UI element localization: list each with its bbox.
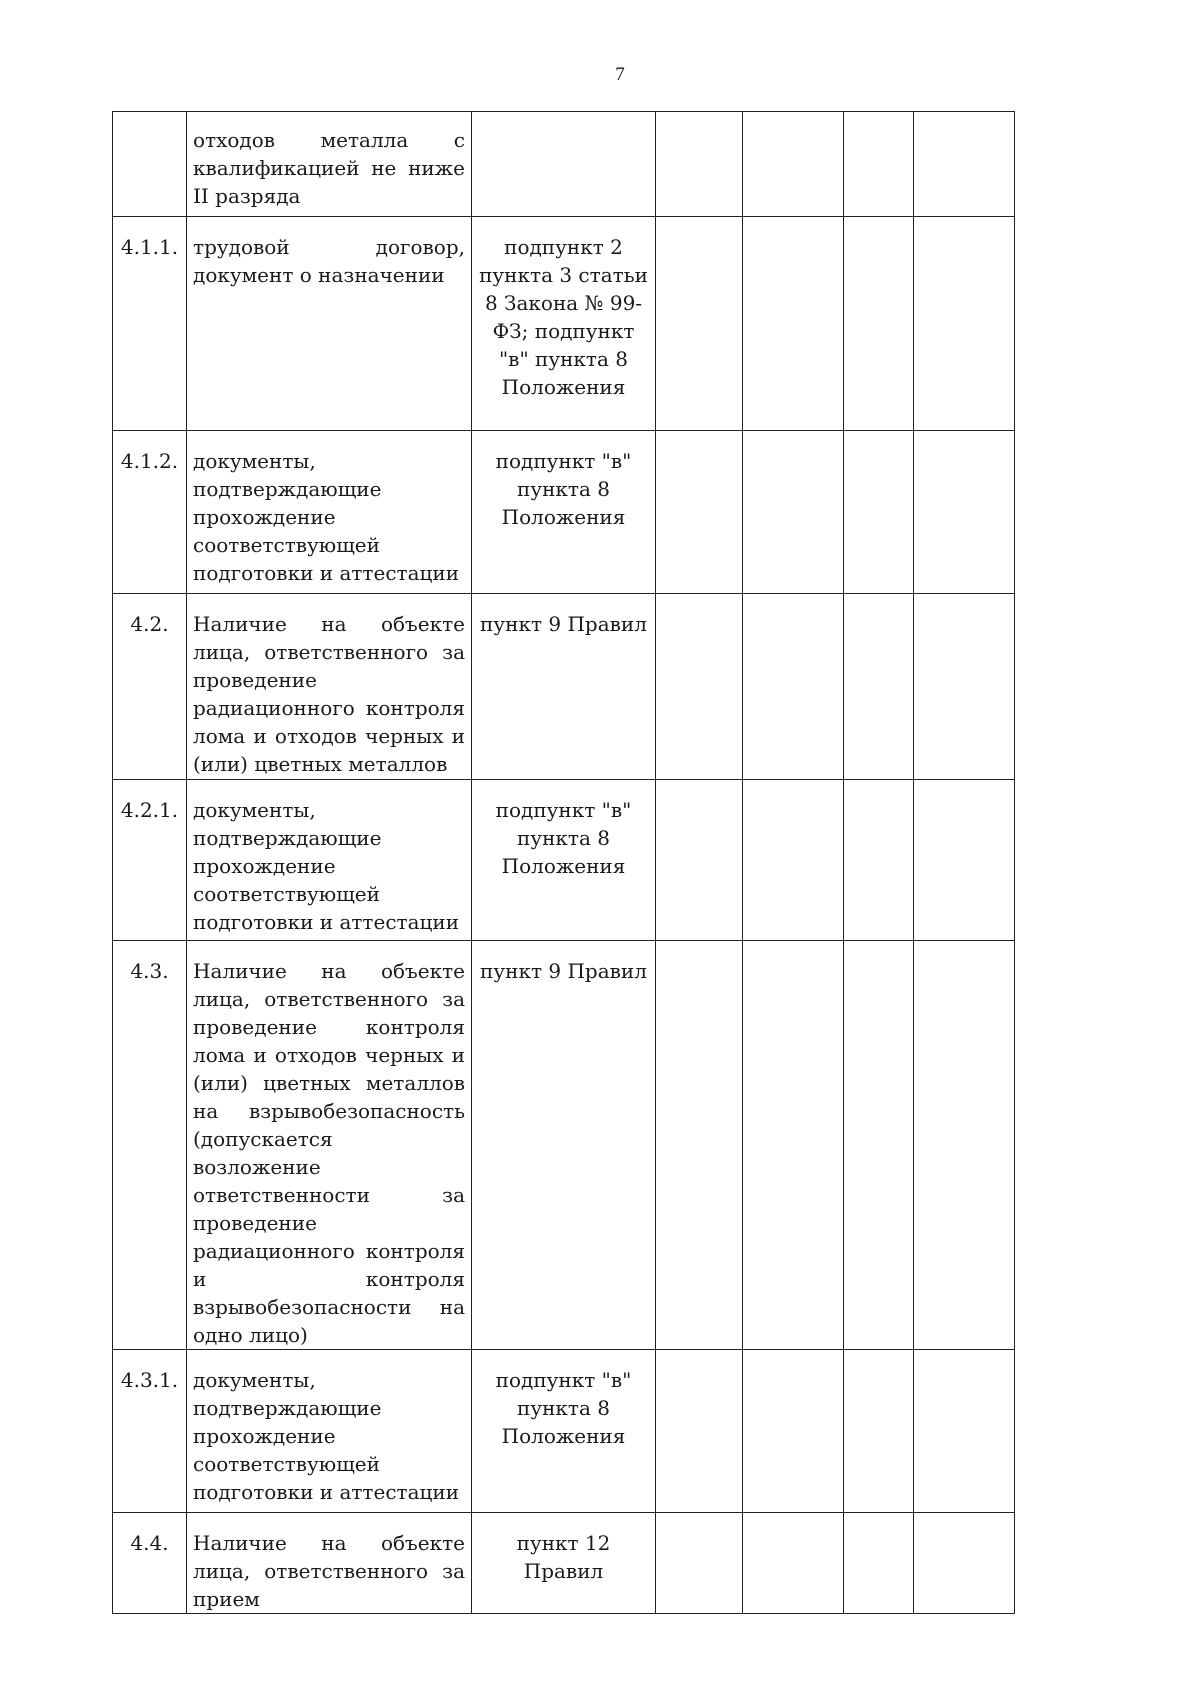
empty-cell bbox=[656, 112, 743, 217]
empty-cell bbox=[844, 217, 914, 431]
item-number: 4.4. bbox=[113, 1513, 187, 1614]
item-number: 4.1.1. bbox=[113, 217, 187, 431]
empty-cell bbox=[656, 594, 743, 780]
table-row bbox=[113, 1513, 1015, 1614]
requirement-text: отходов металла с квалификацией не ниже II разряда bbox=[187, 112, 472, 217]
empty-cell bbox=[914, 112, 1015, 217]
empty-cell bbox=[914, 941, 1015, 1350]
requirement-text: документы, подтверждающие прохождение соответствующей подготовки и аттестации bbox=[187, 780, 472, 941]
empty-cell bbox=[743, 112, 844, 217]
item-number: 4.3. bbox=[113, 941, 187, 1350]
empty-cell bbox=[844, 941, 914, 1350]
requirement-text: Наличие на объекте лица, ответственного за проведение контроля лома и отходов черных и (или) цветных металлов на взрывобезопасность (допускается возложение ответственности за проведение радиационного контроля и контроля взрывобезопасности на одно лицо) bbox=[187, 941, 472, 1350]
legal-reference: пункт 9 Правил bbox=[472, 594, 656, 780]
item-number: 4.3.1. bbox=[113, 1350, 187, 1513]
empty-cell bbox=[844, 780, 914, 941]
item-number: 4.2. bbox=[113, 594, 187, 780]
empty-cell bbox=[743, 431, 844, 594]
page-number: 7 bbox=[615, 64, 625, 85]
empty-cell bbox=[914, 217, 1015, 431]
empty-cell bbox=[844, 594, 914, 780]
item-number: 4.1.2. bbox=[113, 431, 187, 594]
empty-cell bbox=[656, 780, 743, 941]
empty-cell bbox=[743, 1513, 844, 1614]
empty-cell bbox=[743, 594, 844, 780]
requirement-text: документы, подтверждающие прохождение соответствующей подготовки и аттестации bbox=[187, 431, 472, 594]
requirement-text: трудовой договор, документ о назначении bbox=[187, 217, 472, 431]
table-row bbox=[113, 941, 1015, 1350]
empty-cell bbox=[743, 941, 844, 1350]
empty-cell bbox=[743, 780, 844, 941]
legal-reference: пункт 12 Правил bbox=[472, 1513, 656, 1614]
empty-cell bbox=[914, 1350, 1015, 1513]
empty-cell bbox=[914, 431, 1015, 594]
item-number: 4.2.1. bbox=[113, 780, 187, 941]
item-number bbox=[113, 112, 187, 217]
empty-cell bbox=[844, 431, 914, 594]
table-row bbox=[113, 112, 1015, 217]
checklist-table bbox=[112, 111, 1015, 1614]
requirement-text: Наличие на объекте лица, ответственного за прием bbox=[187, 1513, 472, 1614]
legal-reference: пункт 9 Правил bbox=[472, 941, 656, 1350]
empty-cell bbox=[844, 1350, 914, 1513]
empty-cell bbox=[656, 217, 743, 431]
empty-cell bbox=[656, 941, 743, 1350]
table-row bbox=[113, 217, 1015, 431]
empty-cell bbox=[844, 112, 914, 217]
empty-cell bbox=[914, 594, 1015, 780]
empty-cell bbox=[914, 1513, 1015, 1614]
empty-cell bbox=[743, 217, 844, 431]
empty-cell bbox=[656, 1350, 743, 1513]
table-row bbox=[113, 780, 1015, 941]
table-row bbox=[113, 1350, 1015, 1513]
empty-cell bbox=[914, 780, 1015, 941]
empty-cell bbox=[743, 1350, 844, 1513]
legal-reference: подпункт "в" пункта 8 Положения bbox=[472, 431, 656, 594]
requirement-text: Наличие на объекте лица, ответственного за проведение радиационного контроля лома и отходов черных и (или) цветных металлов bbox=[187, 594, 472, 780]
legal-reference: подпункт "в" пункта 8 Положения bbox=[472, 780, 656, 941]
legal-reference: подпункт 2 пункта 3 статьи 8 Закона № 99-ФЗ; подпункт "в" пункта 8 Положения bbox=[472, 217, 656, 431]
legal-reference: подпункт "в" пункта 8 Положения bbox=[472, 1350, 656, 1513]
empty-cell bbox=[844, 1513, 914, 1614]
empty-cell bbox=[656, 431, 743, 594]
table-row bbox=[113, 594, 1015, 780]
legal-reference bbox=[472, 112, 656, 217]
table-row bbox=[113, 431, 1015, 594]
empty-cell bbox=[656, 1513, 743, 1614]
requirement-text: документы, подтверждающие прохождение соответствующей подготовки и аттестации bbox=[187, 1350, 472, 1513]
